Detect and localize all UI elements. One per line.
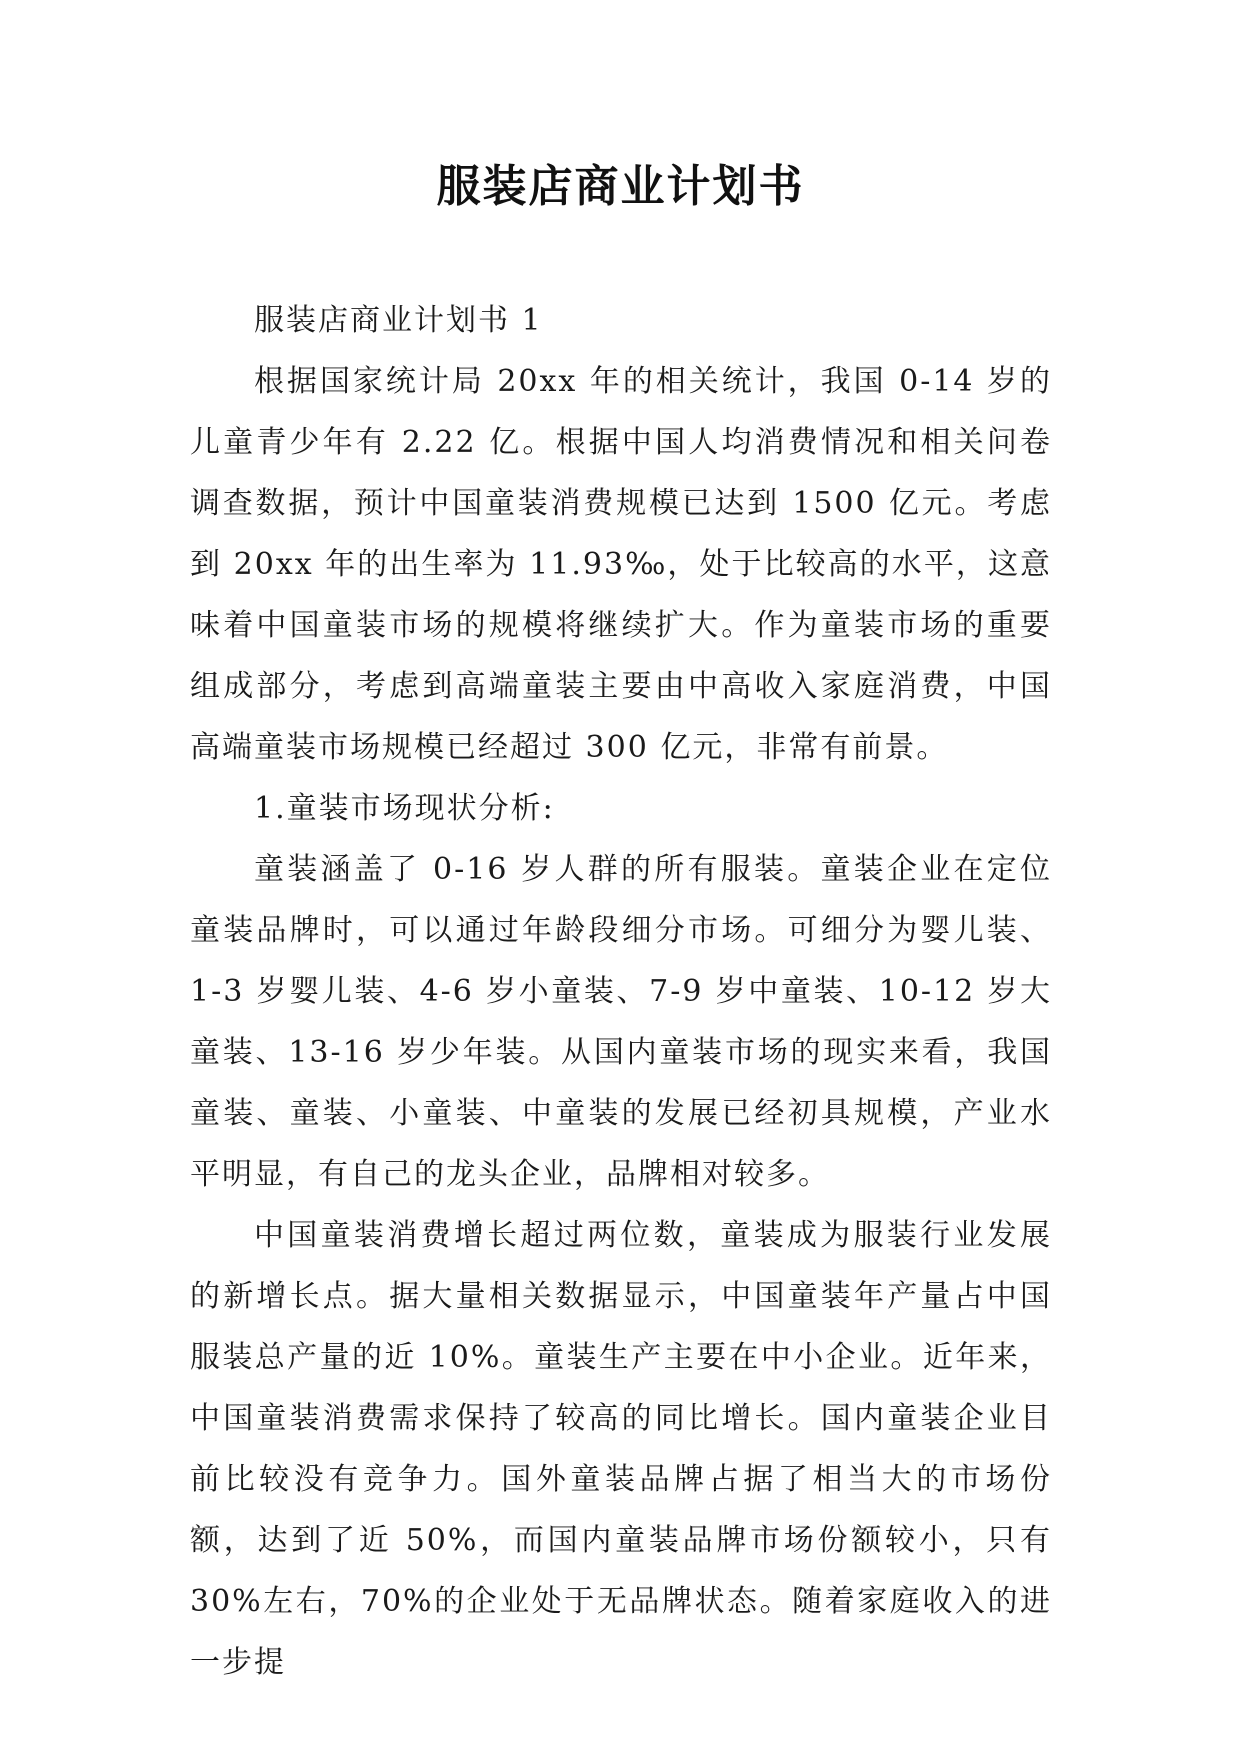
document-title: 服装店商业计划书 [436, 161, 805, 212]
paragraph-market-size: 根据国家统计局 20xx 年的相关统计，我国 0-14 岁的儿童青少年有 2.22 亿。根据中国人均消费情况和相关问卷调查数据，预计中国童装消费规模已达到 1500 亿元。考虑到 20xx 年的出生率为 11.93‰，处于比较高的水平，这意味着中国童装市场的规模将继续扩大。作为童装市场的重要组成部分，考虑到高端童装主要由中高收入家庭消费，中国高端童装市场规模已经超过 300 亿元，非常有前景。 [190, 364, 1052, 765]
paragraph-segmentation: 童装涵盖了 0-16 岁人群的所有服装。童装企业在定位童装品牌时，可以通过年龄段细分市场。可细分为婴儿装、1-3 岁婴儿装、4-6 岁小童装、7-9 岁中童装、10-12 岁大童装、13-16 岁少年装。从国内童装市场的现实来看，我国童装、童装、小童装、中童装的发展已经初具规模，产业水平明显，有自己的龙头企业，品牌相对较多。 [190, 852, 1052, 1192]
document-body [190, 290, 1052, 1693]
paragraph-growth: 中国童装消费增长超过两位数，童装成为服装行业发展的新增长点。据大量相关数据显示，中国童装年产量占中国服装总产量的近 10%。童装生产主要在中小企业。近年来，中国童装消费需求保持了较高的同比增长。国内童装企业目前比较没有竞争力。国外童装品牌占据了相当大的市场份额，达到了近 50%，而国内童装品牌市场份额较小，只有 30%左右，70%的企业处于无品牌状态。随着家庭收入的进一步提 [190, 1218, 1052, 1680]
section-heading: 服装店商业计划书 1 [254, 303, 543, 338]
subheading-market-analysis: 1.童装市场现状分析: [254, 791, 555, 826]
